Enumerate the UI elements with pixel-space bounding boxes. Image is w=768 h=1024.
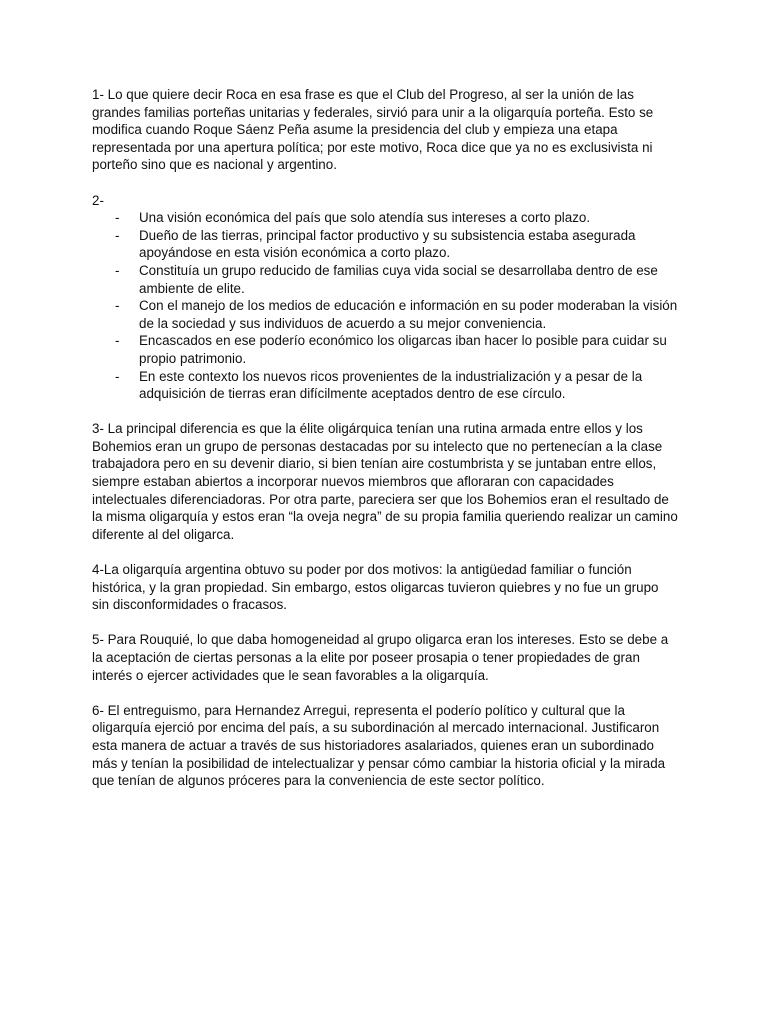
bullet-item [92, 297, 678, 332]
bullet-dash: - [115, 210, 120, 226]
answer-5-paragraph: 5- Para Rouquié, lo que daba homogeneidad al grupo oligarca eran los intereses. Esto se debe a la aceptación de ciertas personas a la elite por poseer prosapia o tener propiedades de gran interés o ejercer actividades que le sean favorables a la oligarquía. [92, 632, 669, 683]
answer-3-paragraph: 3- La principal diferencia es que la élite oligárquica tenían una rutina armada entre ellos y los Bohemios eran un grupo de personas destacadas por su intelecto que no pertenecían a la clase trabajadora pero en su devenir diario, si bien tenían aire costumbrista y se juntaban entre ellos, siempre estaban abiertos a incorporar nuevos miembros que afloraran con capacidades intelectuales diferenciadoras. Por otra parte, pareciera ser que los Bohemios eran el resultado de la misma oligarquía y estos eran “la oveja negra” de su propia familia queriendo realizar un camino diferente al del oligarca. [92, 421, 678, 542]
answer-6-paragraph: 6- El entreguismo, para Hernandez Arregui, representa el poderío político y cultural que la oligarquía ejerció por encima del país, a su subordinación al mercado internacional. Justificaron esta manera de actuar a través de sus historiadores asalariados, quienes eran un subordinado más y tenían la posibilidad de intelectualizar y pensar cómo cambiar la historia oficial y la mirada que tenían de algunos próceres para la conveniencia de este sector político. [92, 702, 666, 789]
bullet-text: Con el manejo de los medios de educación e información en su poder moderaban la visión de la sociedad y sus individuos de acuerdo a su mejor conveniencia. [139, 298, 678, 331]
answer-1-paragraph: 1- Lo que quiere decir Roca en esa frase es que el Club del Progreso, al ser la unión de las grandes familias porteñas unitarias y federales, sirvió para unir a la oligarquía porteña. Esto se modifica cuando Roque Sáenz Peña asume la presidencia del club y empieza una etapa representada por una apertura política; por este motivo, Roca dice que ya no es exclusivista ni porteño sino que es nacional y argentino. [92, 87, 654, 173]
bullet-item [92, 368, 678, 403]
bullet-text: Constituía un grupo reducido de familias cuya vida social se desarrollaba dentro de ese ambiente de elite. [139, 262, 658, 296]
bullet-dash: - [115, 368, 120, 384]
bullet-text: En este contexto los nuevos ricos provenientes de la industrialización y a pesar de la adquisición de tierras eran difícilmente aceptados dentro de ese círculo. [139, 368, 643, 402]
bullet-item [92, 262, 678, 297]
answer-2-bullet-list [92, 209, 678, 403]
bullet-dash: - [115, 333, 120, 349]
bullet-dash: - [115, 227, 120, 243]
answer-2-heading: 2- [92, 192, 104, 208]
bullet-item [92, 209, 678, 227]
bullet-text: Dueño de las tierras, principal factor productivo y su subsistencia estaba asegurada apoyándose en esta visión económica a corto plazo. [139, 227, 636, 261]
bullet-dash: - [115, 262, 120, 278]
bullet-item [92, 227, 678, 262]
bullet-text: Encascados en ese poderío económico los oligarcas iban hacer lo posible para cuidar su propio patrimonio. [139, 333, 667, 366]
document-page [92, 86, 678, 807]
bullet-text: Una visión económica del país que solo atendía sus intereses a corto plazo. [139, 210, 591, 226]
answer-4-paragraph: 4-La oligarquía argentina obtuvo su poder por dos motivos: la antigüedad familiar o función histórica, y la gran propiedad. Sin embargo, estos oligarcas tuvieron quiebres y no fue un grupo sin disconformidades o fracasos. [92, 562, 659, 613]
bullet-dash: - [115, 298, 120, 314]
bullet-item [92, 332, 678, 367]
